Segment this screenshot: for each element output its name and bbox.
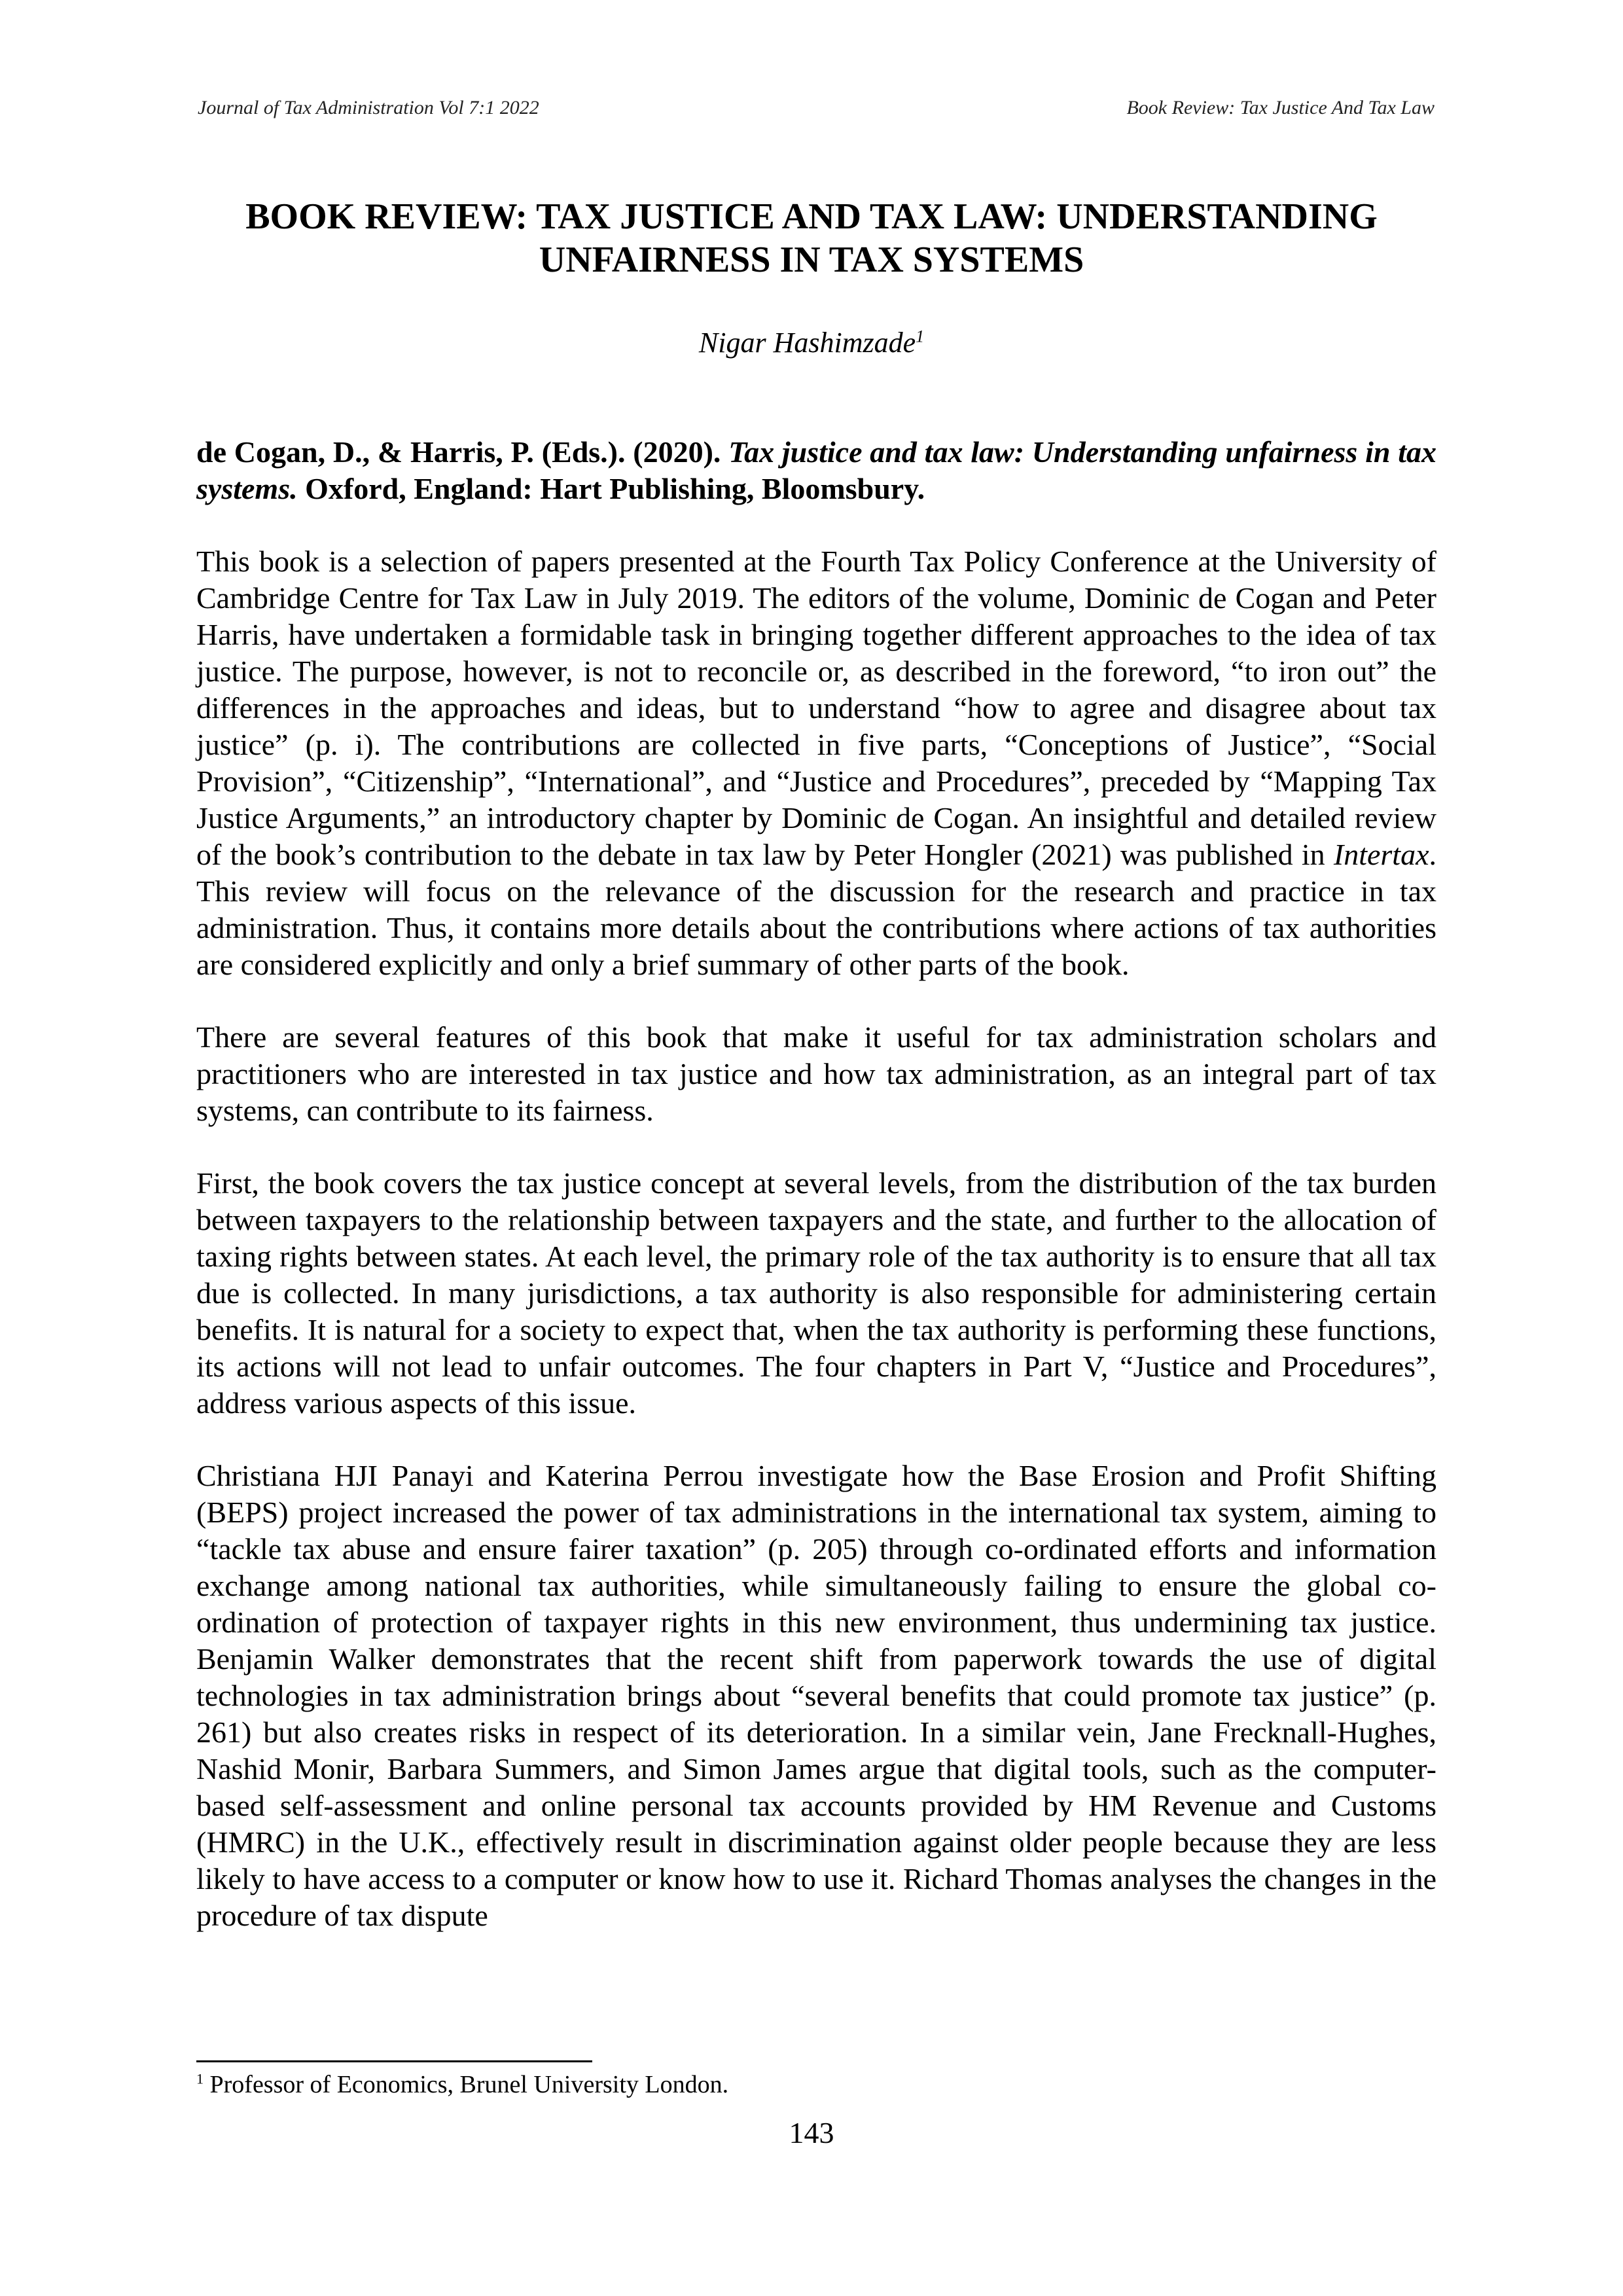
title-line-1: BOOK REVIEW: TAX JUSTICE AND TAX LAW: UNDERSTANDING <box>245 196 1378 237</box>
running-header-article: Book Review: Tax Justice And Tax Law <box>1126 97 1435 118</box>
article-body <box>196 434 1436 1970</box>
journal-name-intertax: Intertax <box>1333 838 1429 871</box>
citation-authors: de Cogan, D., & Harris, P. (Eds.). (2020). <box>196 435 729 469</box>
paragraph-features: There are several features of this book that make it useful for tax administration scholars and practitioners who are interested in tax justice and how tax administration, as an integral part of tax systems, can contribute to its fairness. <box>196 1020 1436 1127</box>
footnote <box>196 2070 728 2099</box>
article-title <box>196 195 1427 281</box>
paragraph-contributions: Christiana HJI Panayi and Katerina Perrou investigate how the Base Erosion and Profit Shifting (BEPS) project increased the power of tax administrations in the international tax system, aiming to “tackle tax abuse and ensure fairer taxation” (p. 205) through co-ordinated efforts and information exchange among national tax authorities, while simultaneously failing to ensure the global co-ordination of protection of taxpayer rights in this new environment, thus undermining tax justice. Benjamin Walker demonstrates that the recent shift from paperwork towards the use of digital technologies in tax administration brings about “several benefits that could promote tax justice” (p. 261) but also creates risks in respect of its deterioration. In a similar vein, Jane Frecknall-Hughes, Nashid Monir, Barbara Summers, and Simon James argue that digital tools, such as the computer-based self-assessment and online personal tax accounts provided by HM Revenue and Customs (HMRC) in the U.K., effectively result in discrimination against older people because they are less likely to have access to a computer or know how to use it. Richard Thomas analyses the changes in the procedure of tax dispute <box>196 1459 1436 1932</box>
paragraph-first: First, the book covers the tax justice concept at several levels, from the distribution of the tax burden between taxpayers to the relationship between taxpayers and the state, and further to the allocation of taxing rights between states. At each level, the primary role of the tax authority is to ensure that all tax due is collected. In many jurisdictions, a tax authority is also responsible for administering certain benefits. It is natural for a society to expect that, when the tax authority is performing these functions, its actions will not lead to unfair outcomes. The four chapters in Part V, “Justice and Procedures”, address various aspects of this issue. <box>196 1166 1436 1420</box>
author-footnote-mark[interactable]: 1 <box>916 327 925 346</box>
paragraph-intro <box>196 543 1436 983</box>
book-citation <box>196 434 1436 507</box>
citation-publisher: Oxford, England: Hart Publishing, Bloomsbury. <box>297 472 925 505</box>
footnote-text: Professor of Economics, Brunel University London. <box>204 2071 729 2098</box>
running-header-journal: Journal of Tax Administration Vol 7:1 2022 <box>198 97 539 118</box>
author-name: Nigar Hashimzade <box>698 327 916 359</box>
footnote-mark: 1 <box>196 2070 204 2087</box>
author-line <box>196 326 1427 359</box>
page-number: 143 <box>789 2116 834 2149</box>
title-line-2: UNFAIRNESS IN TAX SYSTEMS <box>539 240 1084 280</box>
paragraph-intro-text-b: . This review will focus on the relevance of the discussion for the research and practice in tax administration. Thus, it contains more details about the contributions where actions of tax authorities are considered explicitly and only a brief summary of other parts of the book. <box>196 838 1436 981</box>
footnote-divider <box>196 2060 592 2062</box>
citation-book-title: Tax justice and tax law: Understanding unfairness in tax systems. <box>196 435 1436 505</box>
paragraph-intro-text-a: This book is a selection of papers presented at the Fourth Tax Policy Conference at the University of Cambridge Centre for Tax Law in July 2019. The editors of the volume, Dominic de Cogan and Peter Harris, have undertaken a formidable task in bringing together different approaches to the idea of tax justice. The purpose, however, is not to reconcile or, as described in the foreword, “to iron out” the differences in the approaches and ideas, but to understand “how to agree and disagree about tax justice” (p. i). The contributions are collected in five parts, “Conceptions of Justice”, “Social Provision”, “Citizenship”, “International”, and “Justice and Procedures”, preceded by “Mapping Tax Justice Arguments,” an introductory chapter by Dominic de Cogan. An insightful and detailed review of the book’s contribution to the debate in tax law by Peter Hongler (2021) was published in <box>196 545 1436 871</box>
